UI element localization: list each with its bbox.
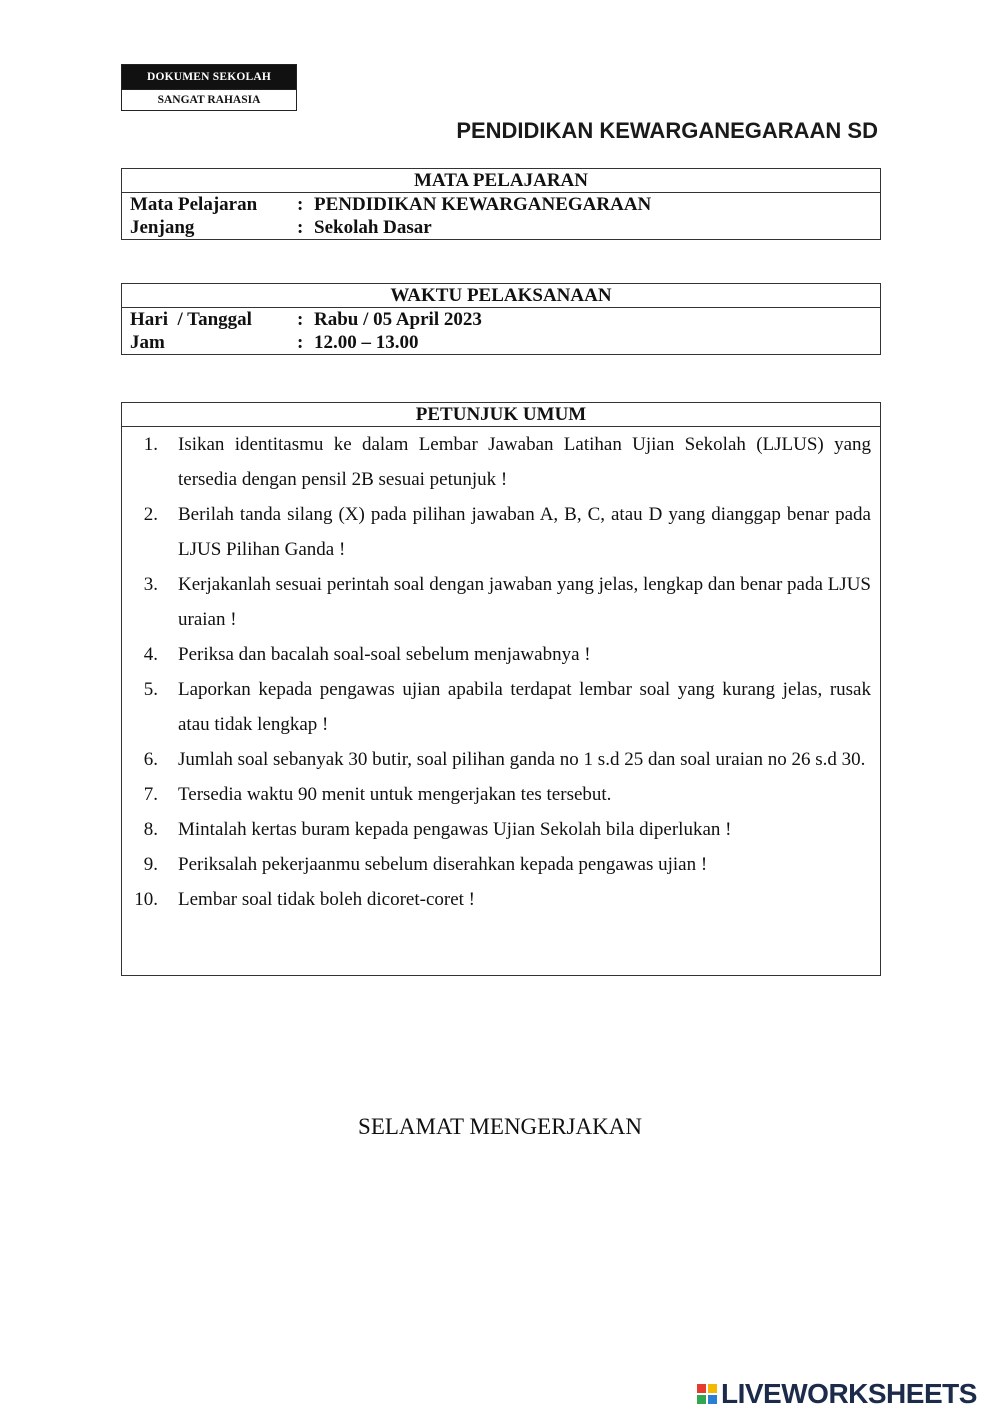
row-separator: : bbox=[297, 194, 304, 215]
info-row bbox=[122, 193, 880, 216]
waktu-heading: WAKTU PELAKSANAAN bbox=[122, 284, 880, 308]
instruction-list bbox=[122, 427, 880, 917]
instruction-text: Jumlah soal sebanyak 30 butir, soal pilihan ganda no 1 s.d 25 dan soal uraian no 26 s.d 30. bbox=[178, 749, 866, 770]
instruction-item bbox=[122, 427, 880, 497]
mata-pelajaran-heading: MATA PELAJARAN bbox=[122, 169, 880, 193]
instruction-number: 8. bbox=[143, 819, 158, 840]
instruction-number: 5. bbox=[143, 679, 158, 700]
instruction-text: Kerjakanlah sesuai perintah soal dengan jawaban yang jelas, lengkap dan benar pada LJUS uraian ! bbox=[178, 574, 871, 630]
stamp-bottom-label: SANGAT RAHASIA bbox=[122, 89, 296, 110]
instruction-item bbox=[122, 742, 880, 777]
instruction-text: Isikan identitasmu ke dalam Lembar Jawaban Latihan Ujian Sekolah (LJLUS) yang tersedia dengan pensil 2B sesuai petunjuk ! bbox=[178, 434, 871, 490]
liveworksheets-logo-icon bbox=[697, 1384, 717, 1404]
instruction-item bbox=[122, 882, 880, 917]
instruction-number: 2. bbox=[143, 504, 158, 525]
info-row bbox=[122, 216, 880, 239]
instruction-number: 7. bbox=[143, 784, 158, 805]
instruction-text: Tersedia waktu 90 menit untuk mengerjakan tes tersebut. bbox=[178, 784, 612, 805]
row-value: PENDIDIKAN KEWARGANEGARAAN bbox=[314, 194, 652, 215]
instruction-number: 6. bbox=[143, 749, 158, 770]
instruction-item bbox=[122, 637, 880, 672]
instruction-item bbox=[122, 497, 880, 567]
instruction-item bbox=[122, 672, 880, 742]
row-separator: : bbox=[297, 332, 304, 353]
instruction-text: Laporkan kepada pengawas ujian apabila terdapat lembar soal yang kurang jelas, rusak atau tidak lengkap ! bbox=[178, 679, 871, 735]
logo-square-yellow bbox=[708, 1384, 717, 1393]
row-separator: : bbox=[297, 217, 304, 238]
petunjuk-umum-box bbox=[121, 402, 881, 976]
instruction-item bbox=[122, 777, 880, 812]
row-value: Sekolah Dasar bbox=[314, 217, 432, 238]
instruction-number: 4. bbox=[143, 644, 158, 665]
instruction-number: 10. bbox=[134, 889, 158, 910]
closing-greeting: SELAMAT MENGERJAKAN bbox=[358, 1114, 642, 1139]
logo-square-green bbox=[697, 1395, 706, 1404]
row-key: Jenjang bbox=[130, 217, 195, 238]
stamp-top-label: DOKUMEN SEKOLAH bbox=[122, 65, 296, 89]
row-key: Mata Pelajaran bbox=[130, 194, 258, 215]
instruction-number: 1. bbox=[143, 434, 158, 455]
waktu-pelaksanaan-box bbox=[121, 283, 881, 355]
instruction-number: 9. bbox=[143, 854, 158, 875]
logo-square-blue bbox=[708, 1395, 717, 1404]
instruction-text: Mintalah kertas buram kepada pengawas Ujian Sekolah bila diperlukan ! bbox=[178, 819, 732, 840]
instruction-text: Periksa dan bacalah soal-soal sebelum menjawabnya ! bbox=[178, 644, 591, 665]
document-stamp bbox=[121, 64, 297, 111]
row-key: Hari / Tanggal bbox=[130, 309, 252, 330]
logo-square-red bbox=[697, 1384, 706, 1393]
row-value: Rabu / 05 April 2023 bbox=[314, 309, 482, 330]
instruction-item bbox=[122, 567, 880, 637]
liveworksheets-watermark[interactable] bbox=[697, 1378, 977, 1410]
watermark-text: LIVEWORKSHEETS bbox=[721, 1378, 977, 1409]
row-key: Jam bbox=[130, 332, 165, 353]
instruction-text: Berilah tanda silang (X) pada pilihan jawaban A, B, C, atau D yang dianggap benar pada LJUS Pilihan Ganda ! bbox=[178, 504, 871, 560]
instruction-item bbox=[122, 847, 880, 882]
mata-pelajaran-box bbox=[121, 168, 881, 240]
instruction-number: 3. bbox=[143, 574, 158, 595]
row-value: 12.00 – 13.00 bbox=[314, 332, 419, 353]
info-row bbox=[122, 331, 880, 354]
subject-title: PENDIDIKAN KEWARGANEGARAAN SD bbox=[456, 118, 878, 143]
instruction-text: Periksalah pekerjaanmu sebelum diserahkan kepada pengawas ujian ! bbox=[178, 854, 708, 875]
instruction-text: Lembar soal tidak boleh dicoret-coret ! bbox=[178, 889, 476, 910]
petunjuk-heading: PETUNJUK UMUM bbox=[122, 403, 880, 427]
instruction-item bbox=[122, 812, 880, 847]
info-row bbox=[122, 308, 880, 331]
row-separator: : bbox=[297, 309, 304, 330]
